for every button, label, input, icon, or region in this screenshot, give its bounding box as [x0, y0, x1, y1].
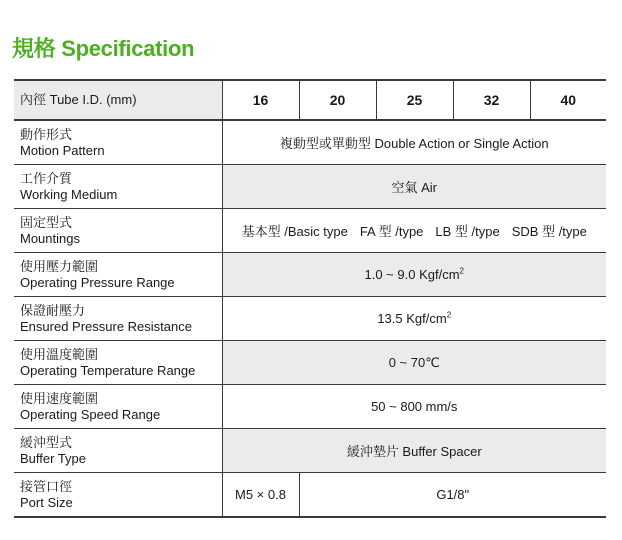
superscript: 2 [446, 310, 452, 320]
tube-id-label: 內徑 Tube I.D. (mm) [14, 80, 222, 120]
temperature-range-value: 0 ~ 70℃ [222, 341, 606, 385]
size-40: 40 [530, 80, 606, 120]
label-en: Ensured Pressure Resistance [20, 318, 192, 334]
mount-sdb: SDB 型 /type [511, 224, 587, 239]
buffer-type-value: 緩沖墊片 Buffer Spacer [222, 429, 606, 473]
row-label [14, 253, 222, 297]
pressure-range-text: 1.0 ~ 9.0 Kgf/cm [364, 267, 460, 282]
pressure-resistance-text: 13.5 Kgf/cm [377, 311, 447, 326]
port-size-large-value: G1/8" [299, 473, 606, 518]
size-25: 25 [376, 80, 453, 120]
table-row [14, 253, 606, 297]
row-label [14, 165, 222, 209]
specification-table [14, 79, 606, 518]
mount-fa: FA 型 /type [359, 224, 424, 239]
row-label [14, 473, 222, 518]
mount-basic: 基本型 /Basic type [241, 224, 348, 239]
pressure-resistance-value [222, 297, 606, 341]
size-20: 20 [299, 80, 376, 120]
table-row [14, 297, 606, 341]
label-zh: 接管口徑 [20, 478, 73, 494]
table-row [14, 341, 606, 385]
motion-pattern-value: 複動型或單動型 Double Action or Single Action [222, 120, 606, 165]
superscript: 2 [459, 266, 464, 276]
size-16: 16 [222, 80, 299, 120]
label-en: Mountings [20, 230, 80, 246]
label-zh: 動作形式 [20, 126, 73, 142]
pressure-range-value [222, 253, 606, 297]
label-zh: 緩沖型式 [20, 434, 73, 450]
table-row [14, 429, 606, 473]
label-zh: 工作介質 [20, 170, 73, 186]
row-label [14, 341, 222, 385]
label-zh: 使用壓力範圍 [20, 258, 99, 274]
speed-range-value: 50 ~ 800 mm/s [222, 385, 606, 429]
table-header-row [14, 80, 606, 120]
mountings-value [222, 209, 606, 253]
table-row [14, 120, 606, 165]
label-zh: 固定型式 [20, 214, 73, 230]
table-row [14, 385, 606, 429]
mount-lb: LB 型 /type [435, 224, 500, 239]
row-label [14, 429, 222, 473]
table-row [14, 473, 606, 518]
label-en: Buffer Type [20, 450, 87, 466]
label-zh: 保證耐壓力 [20, 302, 86, 318]
port-size-small-value: M5 × 0.8 [222, 473, 299, 518]
label-en: Working Medium [20, 186, 118, 202]
row-label [14, 385, 222, 429]
row-label [14, 297, 222, 341]
table-row [14, 209, 606, 253]
row-label [14, 209, 222, 253]
row-label [14, 120, 222, 165]
label-en: Port Size [20, 494, 73, 510]
label-en: Operating Speed Range [20, 406, 161, 422]
table-row [14, 165, 606, 209]
label-en: Operating Temperature Range [20, 362, 196, 378]
size-32: 32 [453, 80, 530, 120]
label-zh: 使用溫度範圍 [20, 346, 99, 362]
label-zh: 使用速度範圍 [20, 390, 99, 406]
label-en: Operating Pressure Range [20, 274, 175, 290]
label-en: Motion Pattern [20, 142, 105, 158]
page-title: 規格 Specification [12, 36, 195, 61]
working-medium-value: 空氣 Air [222, 165, 606, 209]
